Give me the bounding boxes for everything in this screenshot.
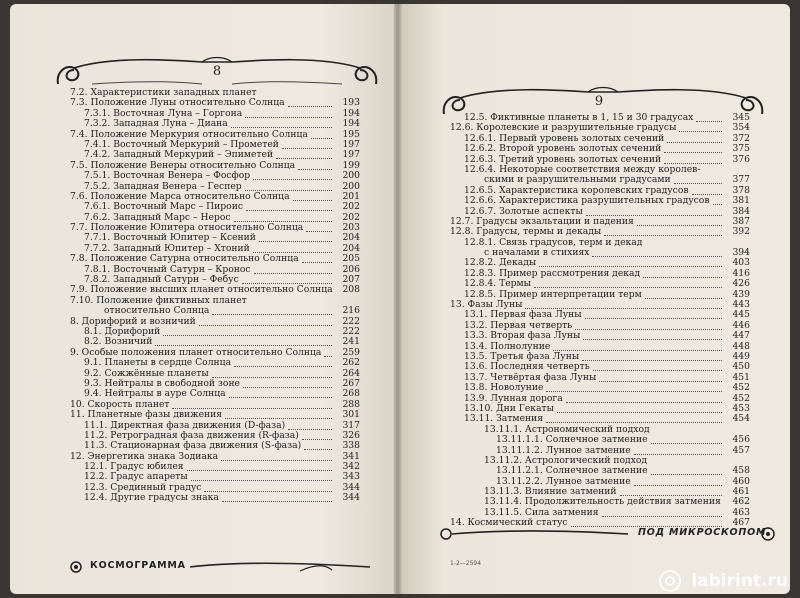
toc-entry-title: 12.6.4. Некоторые соответствия между королев- [464, 163, 701, 175]
toc-entry-title: 13.11.5. Сила затмения [484, 506, 599, 518]
toc-entry-title: 7.3.2. Западная Луна – Диана [84, 118, 228, 130]
toc-entry-page: 460 [732, 475, 750, 487]
toc-leader-dots [592, 248, 722, 257]
toc-leader-dots [634, 446, 722, 455]
toc-entry-title: 7.7.1. Восточный Юпитер – Ксений [84, 232, 256, 244]
toc-entry-page: 202 [342, 211, 360, 223]
toc-entry-page: 447 [732, 330, 750, 342]
toc-entry-page: 445 [732, 309, 750, 321]
toc-leader-dots [651, 466, 722, 475]
toc-leader-dots [199, 317, 332, 326]
toc-entry-title: 7.8.2. Западный Сатурн – Фебус [84, 274, 239, 286]
toc-entry-title: 12.6.3. Третий уровень золотых сечений [464, 153, 662, 165]
right-toc [450, 113, 750, 529]
toc-entry-page: 326 [342, 429, 360, 441]
toc-entry-page: 195 [342, 128, 360, 140]
toc-entry-page: 343 [342, 471, 360, 483]
toc-entry-title: 7.7. Положение Юпитера относительно Солнца [70, 222, 304, 234]
toc-entry-page: 206 [342, 263, 360, 275]
toc-entry [70, 493, 360, 503]
toc-entry-page: 463 [732, 506, 750, 518]
toc-entry-title: 12.7. Градусы экзальтации и падения [450, 215, 634, 227]
toc-entry-page: 448 [732, 340, 750, 352]
toc-leader-dots [604, 227, 722, 236]
toc-leader-dots [306, 223, 332, 232]
toc-entry-page: 341 [342, 450, 360, 462]
toc-entry-page: 439 [732, 288, 750, 300]
toc-leader-dots [311, 130, 332, 139]
open-book [10, 4, 790, 594]
toc-leader-dots [593, 362, 722, 371]
toc-entry-page: 205 [342, 253, 360, 265]
toc-entry-page: 462 [732, 496, 750, 508]
toc-leader-dots [242, 275, 332, 284]
toc-entry-title: 7.6. Положение Марса относительно Солнца [70, 190, 290, 202]
toc-leader-dots [234, 358, 332, 367]
toc-leader-dots [546, 414, 722, 423]
watermark-text: labirint.ru [691, 571, 788, 591]
left-page-number: 8 [212, 64, 222, 79]
toc-entry-page: 194 [342, 107, 360, 119]
toc-leader-dots [692, 186, 722, 195]
toc-entry [70, 410, 360, 420]
toc-entry-page: 375 [732, 143, 750, 155]
toc-entry-page: 222 [342, 325, 360, 337]
toc-entry-page: 372 [732, 132, 750, 144]
toc-entry-page: 197 [342, 138, 360, 150]
toc-entry-title: 7.8. Положение Сатурна относительно Солнца [70, 253, 299, 265]
toc-entry-title: 10. Скорость планет [70, 398, 170, 410]
toc-entry-title: 13.5. Третья фаза Луны [464, 350, 580, 362]
toc-leader-dots [546, 383, 722, 392]
toc-leader-dots [664, 155, 722, 164]
toc-entry-title: 7.5.1. Восточная Венера – Фосфор [84, 170, 251, 182]
toc-leader-dots [276, 150, 332, 159]
toc-entry-page: 194 [342, 118, 360, 130]
toc-entry-title: 12.8.5. Пример интерпретации терм [464, 288, 642, 300]
toc-leader-dots [187, 462, 332, 471]
toc-entry-page: 387 [732, 215, 750, 227]
toc-entry-page: 267 [342, 377, 360, 389]
toc-leader-dots [254, 265, 332, 274]
toc-entry [450, 196, 750, 206]
toc-leader-dots [585, 310, 722, 319]
toc-entry-page: 199 [342, 159, 360, 171]
toc-entry-title: 9. Особые положения планет относительно Солнца [70, 346, 322, 358]
toc-leader-dots [253, 171, 332, 180]
toc-entry-title: 13.11.1.1. Солнечное затмение [496, 434, 648, 446]
toc-entry-title: скими и разрушительными градусами [484, 174, 671, 186]
toc-entry [70, 119, 360, 129]
toc-entry-page: 193 [342, 97, 360, 109]
toc-entry-page: 457 [732, 444, 750, 456]
toc-leader-dots [259, 233, 332, 242]
toc-entry-page: 392 [732, 226, 750, 238]
toc-entry-page: 342 [342, 461, 360, 473]
toc-entry-title: 13.11.2.1. Солнечное затмение [496, 465, 648, 477]
toc-entry-title: 13.11.1.2. Лунное затмение [496, 444, 631, 456]
toc-entry-title: 11. Планетные фазы движения [70, 409, 223, 421]
toc-leader-dots [253, 244, 332, 253]
toc-entry-page: 454 [732, 413, 750, 425]
toc-entry-page: 203 [342, 222, 360, 234]
imprint-code: 1-2—2594 [450, 560, 482, 567]
toc-leader-dots [172, 400, 332, 409]
toc-entry-title: 7.5.2. Западная Венера – Геспер [84, 180, 242, 192]
toc-entry-title: 7.9. Положение высших планет относительно Солнца [70, 284, 333, 296]
toc-entry-title: 9.4. Нейтралы в ауре Солнца [84, 388, 226, 400]
toc-entry [70, 358, 360, 368]
right-page [398, 4, 790, 594]
toc-entry-title: 11.3. Стационарная фаза движения (S-фаза) [84, 440, 302, 452]
toc-entry-title: 13.7. Четвёртая фаза Луны [464, 371, 597, 383]
toc-entry-page: 461 [732, 486, 750, 498]
labirint-logo-icon [659, 570, 681, 592]
toc-leader-dots [643, 269, 722, 278]
toc-entry [70, 171, 360, 181]
toc-entry-title: 13.11.2.2. Лунное затмение [496, 475, 631, 487]
toc-entry-page: 458 [732, 465, 750, 477]
toc-entry-title: 13.11. Затмения [464, 413, 544, 425]
toc-leader-dots [566, 394, 722, 403]
toc-leader-dots [243, 379, 332, 388]
toc-entry-page: 216 [342, 305, 360, 317]
toc-entry-title: 12.2. Градус апареты [84, 471, 188, 483]
toc-entry-title: 12.6.7. Золотые аспекты [464, 205, 583, 217]
toc-leader-dots [674, 175, 722, 184]
toc-entry-page: 467 [732, 517, 750, 529]
toc-leader-dots [539, 258, 722, 267]
toc-entry-page: 344 [342, 492, 360, 504]
watermark [659, 570, 788, 592]
toc-entry-page: 200 [342, 170, 360, 182]
toc-leader-dots [713, 196, 722, 205]
toc-entry-title: 7.4.2. Западный Меркурий – Эпиметей [84, 149, 274, 161]
toc-entry-page: 450 [732, 361, 750, 373]
toc-entry-page: 202 [342, 201, 360, 213]
toc-entry-title: 9.3. Нейтралы в свободной зоне [84, 377, 240, 389]
toc-entry-title: 13.3. Вторая фаза Луны [464, 330, 581, 342]
toc-entry-title: 12.6.1. Первый уровень золотых сечений [464, 132, 665, 144]
toc-leader-dots [245, 182, 332, 191]
toc-entry-title: 13.8. Новолуние [464, 382, 544, 394]
toc-entry-page: 381 [732, 195, 750, 207]
toc-entry-page: 345 [732, 112, 750, 123]
toc-entry-title: 9.1. Планеты в сердце Солнца [84, 357, 232, 369]
toc-leader-dots [324, 348, 332, 357]
toc-entry-title: 8.1. Дорифорий [84, 325, 161, 337]
toc-leader-dots [288, 421, 332, 430]
toc-entry-page: 207 [342, 274, 360, 286]
toc-entry-title: 12.8.3. Пример рассмотрения декад [464, 267, 641, 279]
toc-entry-title: 7.7.2. Западный Юпитер – Хтоний [84, 242, 250, 254]
toc-entry-title: 7.4.1. Восточный Меркурий – Прометей [84, 138, 279, 150]
toc-entry-page: 197 [342, 149, 360, 161]
toc-leader-dots [525, 300, 722, 309]
right-footer-title: ПОД МИКРОСКОПОМ [638, 527, 767, 538]
toc-entry-title: 13.2. Первая четверть [464, 319, 573, 331]
toc-entry-page: 338 [342, 440, 360, 452]
toc-leader-dots [651, 435, 722, 444]
toc-leader-dots [282, 140, 332, 149]
toc-leader-dots [553, 342, 722, 351]
toc-entry-title: 12.1. Градус юбилея [84, 461, 184, 473]
toc-entry-title: 12.4. Другие градусы знака [84, 492, 219, 504]
toc-entry-title: 7.8.1. Восточный Сатурн – Кронос [84, 263, 251, 275]
toc-leader-dots [191, 472, 332, 481]
toc-entry-title: 13.11.2. Астрологический подход [484, 454, 648, 466]
toc-entry-title: 9.2. Сожжённые планеты [84, 367, 209, 379]
toc-entry-page: 384 [732, 205, 750, 217]
toc-entry-page: 201 [342, 190, 360, 202]
toc-entry-page: 377 [732, 174, 750, 186]
toc-entry-title: 13.9. Лунная дорога [464, 392, 563, 404]
left-toc [70, 88, 360, 504]
toc-entry [450, 144, 750, 154]
toc-entry-title: 12.8. Градусы, термы и декады [450, 226, 602, 238]
toc-entry-page: 416 [732, 267, 750, 279]
toc-leader-dots [645, 290, 722, 299]
toc-entry-title: 7.4. Положение Меркурия относительно Солнца [70, 128, 308, 140]
toc-entry-title: 12.3. Срединный градус [84, 481, 202, 493]
toc-leader-dots [234, 213, 332, 222]
toc-entry-title: 7.2. Характеристики западных планет [70, 87, 257, 98]
toc-entry-title: 13.11.3. Влияние затмений [484, 486, 617, 498]
toc-entry-page: 376 [732, 153, 750, 165]
toc-entry-title: 7.10. Положение фиктивных планет [70, 294, 247, 306]
toc-leader-dots [557, 404, 722, 413]
toc-leader-dots [246, 202, 332, 211]
toc-leader-dots [298, 161, 332, 170]
toc-entry-page: 378 [732, 184, 750, 196]
toc-entry-title: 12. Энергетика знака Зодиака [70, 450, 219, 462]
right-page-number: 9 [594, 94, 604, 109]
toc-entry-title: 11.2. Ретроградная фаза движения (R-фаза) [84, 429, 299, 441]
toc-leader-dots [534, 279, 722, 288]
toc-entry-page: 208 [342, 284, 360, 296]
toc-entry-page: 452 [732, 392, 750, 404]
toc-entry-title: 12.8.4. Термы [464, 278, 531, 290]
toc-entry-title: 13.11.1. Астрономический подход [484, 423, 650, 435]
toc-leader-dots [586, 207, 722, 216]
toc-entry-title: 8. Дорифорий и возничий [70, 315, 196, 327]
left-footer-ornament [70, 558, 370, 576]
toc-leader-dots [288, 98, 332, 107]
toc-leader-dots [221, 452, 332, 461]
toc-entry-title: 12.8.1. Связь градусов, терм и декад [464, 236, 643, 248]
right-footer-ornament [438, 524, 778, 544]
toc-entry-title: 14. Космический статус [450, 517, 568, 529]
toc-leader-dots [225, 410, 332, 419]
toc-entry-page: 262 [342, 357, 360, 369]
toc-entry-page: 394 [732, 247, 750, 259]
toc-entry [450, 435, 750, 445]
toc-entry-page: 456 [732, 434, 750, 446]
toc-entry-title: 13.1. Первая фаза Луны [464, 309, 582, 321]
toc-entry-page: 451 [732, 371, 750, 383]
left-footer-title: КОСМОГРАММА [90, 560, 186, 571]
toc-entry-page: 446 [732, 319, 750, 331]
toc-leader-dots [163, 327, 332, 336]
toc-entry-page: 443 [732, 299, 750, 311]
toc-leader-dots [302, 431, 332, 440]
toc-entry-title: 7.6.1. Восточный Марс – Пироис [84, 201, 243, 213]
toc-entry-page: 301 [342, 409, 360, 421]
toc-leader-dots [696, 113, 722, 122]
toc-leader-dots [602, 508, 722, 517]
toc-leader-dots [620, 487, 722, 496]
toc-entry-page: 288 [342, 398, 360, 410]
toc-entry-page: 449 [732, 350, 750, 362]
toc-entry-page: 403 [732, 257, 750, 269]
left-page [10, 4, 398, 594]
toc-leader-dots [679, 123, 722, 132]
toc-entry-page: 344 [342, 481, 360, 493]
toc-entry-title: 12.6.5. Характеристика королевских градусов [464, 184, 689, 196]
toc-leader-dots [222, 493, 332, 502]
toc-entry-title: 7.6.2. Западный Марс – Нерос [84, 211, 231, 223]
toc-entry-title: относительно Солнца [104, 305, 210, 317]
toc-entry-title: 13.4. Полнолуние [464, 340, 551, 352]
toc-leader-dots [231, 119, 332, 128]
toc-entry-page: 222 [342, 315, 360, 327]
toc-leader-dots [155, 337, 332, 346]
toc-leader-dots [637, 217, 722, 226]
toc-entry-title: 13. Фазы Луны [450, 299, 523, 311]
toc-entry-title: 12.8.2. Декады [464, 257, 537, 269]
toc-entry-page: 241 [342, 336, 360, 348]
toc-leader-dots [575, 321, 722, 330]
toc-entry-title: 12.5. Фиктивные планеты в 1, 15 и 30 градусах [464, 112, 694, 123]
toc-entry [450, 383, 750, 393]
toc-entry-page: 200 [342, 180, 360, 192]
toc-entry-page: 317 [342, 419, 360, 431]
toc-leader-dots [204, 483, 332, 492]
toc-entry-title: 7.5. Положение Венеры относительно Солнца [70, 159, 296, 171]
toc-entry-title: 12.6.2. Второй уровень золотых сечений [464, 143, 662, 155]
toc-entry-page: 268 [342, 388, 360, 400]
toc-entry-title: 7.3.1. Восточная Луна – Горгона [84, 107, 243, 119]
toc-entry-page: 426 [732, 278, 750, 290]
toc-leader-dots [212, 306, 332, 315]
toc-entry-title: 11.1. Директная фаза движения (D-фаза) [84, 419, 286, 431]
toc-entry-page: 453 [732, 402, 750, 414]
toc-leader-dots [634, 477, 722, 486]
toc-entry-page: 204 [342, 242, 360, 254]
toc-leader-dots [302, 254, 332, 263]
toc-leader-dots [293, 192, 332, 201]
toc-entry-title: 13.11.4. Продолжительность действия затмения [484, 496, 721, 508]
toc-entry-title: 13.10. Дни Гекаты [464, 402, 554, 414]
toc-leader-dots [583, 331, 722, 340]
book-spine [394, 4, 402, 594]
toc-leader-dots [582, 352, 722, 361]
toc-leader-dots [229, 389, 332, 398]
toc-entry-title: с началами в стихиях [484, 247, 590, 259]
toc-leader-dots [304, 441, 332, 450]
toc-leader-dots [664, 144, 722, 153]
toc-leader-dots [245, 109, 332, 118]
toc-entry-page: 452 [732, 382, 750, 394]
toc-entry-page: 204 [342, 232, 360, 244]
toc-leader-dots [599, 373, 722, 382]
toc-entry-title: 12.6.6. Характеристика разрушительных градусов [464, 195, 710, 207]
toc-entry-title: 13.6. Последняя четверть [464, 361, 590, 373]
toc-entry-title: 8.2. Возничий [84, 336, 153, 348]
toc-entry-page: 354 [732, 122, 750, 134]
toc-entry-page: 259 [342, 346, 360, 358]
toc-leader-dots [667, 134, 722, 143]
toc-entry-title: 12.6. Королевские и разрушительные градусы [450, 122, 677, 134]
toc-entry-page: 264 [342, 367, 360, 379]
toc-entry-title: 7.3. Положение Луны относительно Солнца [70, 97, 285, 109]
toc-leader-dots [212, 369, 332, 378]
